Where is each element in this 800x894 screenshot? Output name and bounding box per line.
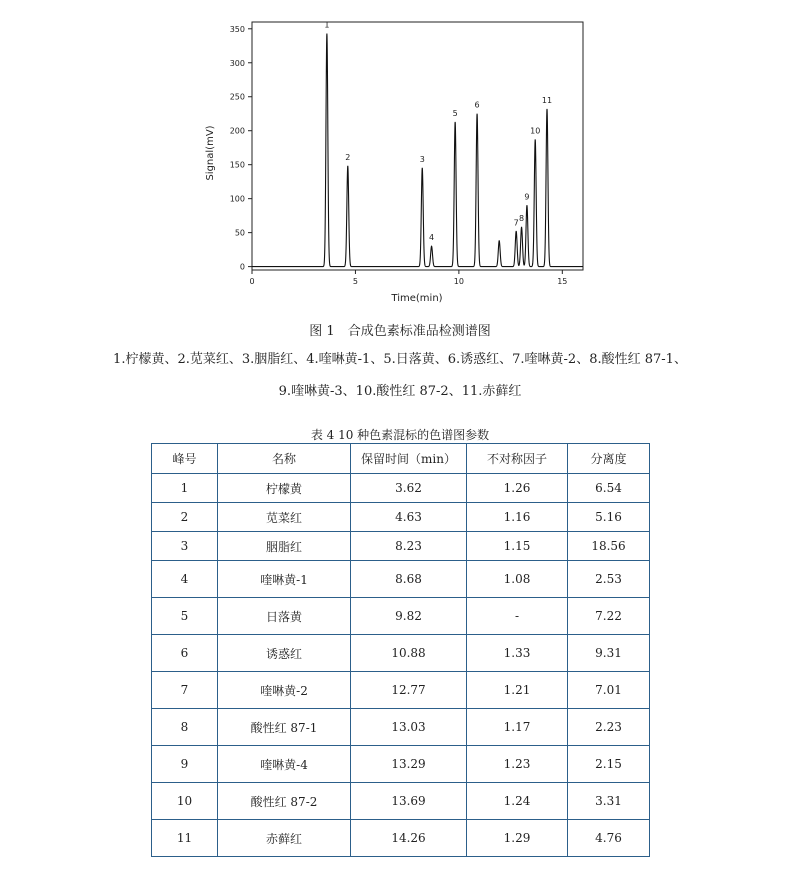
table-cell: 喹啉黄-1 bbox=[218, 561, 351, 598]
table-cell: 1.24 bbox=[467, 783, 568, 820]
table-cell: 酸性红 87-1 bbox=[218, 709, 351, 746]
table-cell: 1.33 bbox=[467, 635, 568, 672]
peak-labels bbox=[324, 21, 552, 243]
table-cell: 5 bbox=[152, 598, 218, 635]
table-cell: 4.63 bbox=[351, 503, 467, 532]
table-cell: 1.23 bbox=[467, 746, 568, 783]
table-cell: 7.01 bbox=[568, 672, 650, 709]
table-cell: 苋菜红 bbox=[218, 503, 351, 532]
table-cell: 3 bbox=[152, 532, 218, 561]
peak-label: 1 bbox=[324, 20, 330, 30]
header-name: 名称 bbox=[218, 444, 351, 474]
table-cell: 4 bbox=[152, 561, 218, 598]
table-cell: 9 bbox=[152, 746, 218, 783]
table-cell: 6.54 bbox=[568, 474, 650, 503]
peak-label: 4 bbox=[429, 233, 435, 243]
table-row bbox=[152, 503, 650, 532]
signal-trace bbox=[252, 34, 583, 267]
header-asymmetry: 不对称因子 bbox=[467, 444, 568, 474]
peak-label: 2 bbox=[345, 153, 351, 163]
y-tick-label: 0 bbox=[239, 262, 245, 272]
y-axis-label: Signal(mV) bbox=[205, 125, 216, 181]
table-cell: 2 bbox=[152, 503, 218, 532]
table-cell: 柠檬黄 bbox=[218, 474, 351, 503]
table-cell: 9.82 bbox=[351, 598, 467, 635]
table-cell: 12.77 bbox=[351, 672, 467, 709]
y-tick-label: 150 bbox=[229, 160, 245, 170]
table-cell: 9.31 bbox=[568, 635, 650, 672]
table-row bbox=[152, 820, 650, 857]
y-tick-label: 350 bbox=[229, 24, 245, 34]
y-tick-label: 200 bbox=[229, 126, 245, 136]
chromatogram-parameters-table bbox=[151, 443, 650, 857]
header-peak-no: 峰号 bbox=[152, 444, 218, 474]
table-caption: 表 4 10 种色素混标的色谱图参数 bbox=[310, 428, 490, 442]
peak-legend-line-1: 1.柠檬黄、2.苋菜红、3.胭脂红、4.喹啉黄-1、5.日落黄、6.诱惑红、7.喹啉黄-2、8.酸性红 87-1、 bbox=[113, 352, 687, 367]
table-cell: 2.15 bbox=[568, 746, 650, 783]
table-cell: 2.23 bbox=[568, 709, 650, 746]
table-row bbox=[152, 783, 650, 820]
table-row bbox=[152, 532, 650, 561]
y-tick-label: 250 bbox=[229, 92, 245, 102]
peak-legend-line-2: 9.喹啉黄-3、10.酸性红 87-2、11.赤藓红 bbox=[278, 384, 522, 399]
peak-label: 6 bbox=[474, 100, 480, 110]
table-row bbox=[152, 598, 650, 635]
table-row bbox=[152, 635, 650, 672]
header-resolution: 分离度 bbox=[568, 444, 650, 474]
table-cell: 4.76 bbox=[568, 820, 650, 857]
table-row bbox=[152, 474, 650, 503]
table-body bbox=[152, 474, 650, 857]
table-cell: 8 bbox=[152, 709, 218, 746]
table-cell: 11 bbox=[152, 820, 218, 857]
peak-label: 5 bbox=[452, 108, 458, 118]
x-tick-label: 15 bbox=[557, 277, 568, 286]
table-cell: 1.26 bbox=[467, 474, 568, 503]
table-cell: 10.88 bbox=[351, 635, 467, 672]
table-header-row bbox=[152, 444, 650, 474]
x-tick-label: 0 bbox=[249, 277, 255, 286]
table-cell: 日落黄 bbox=[218, 598, 351, 635]
table-cell: 喹啉黄-2 bbox=[218, 672, 351, 709]
table-cell: 3.62 bbox=[351, 474, 467, 503]
header-retention-time: 保留时间（min） bbox=[351, 444, 467, 474]
table-cell: 8.23 bbox=[351, 532, 467, 561]
x-tick-label: 10 bbox=[453, 277, 464, 286]
table-row bbox=[152, 561, 650, 598]
table-cell: 13.69 bbox=[351, 783, 467, 820]
peak-label: 7 bbox=[513, 218, 519, 228]
table-cell: - bbox=[467, 598, 568, 635]
table-cell: 8.68 bbox=[351, 561, 467, 598]
table-cell: 酸性红 87-2 bbox=[218, 783, 351, 820]
x-tick-label: 5 bbox=[352, 277, 358, 286]
table-cell: 1.29 bbox=[467, 820, 568, 857]
table-cell: 喹啉黄-4 bbox=[218, 746, 351, 783]
table-cell: 7 bbox=[152, 672, 218, 709]
y-tick-label: 100 bbox=[229, 194, 245, 204]
x-axis-label: Time(min) bbox=[391, 293, 443, 304]
table-cell: 2.53 bbox=[568, 561, 650, 598]
table-cell: 1.08 bbox=[467, 561, 568, 598]
table-row bbox=[152, 672, 650, 709]
figure-caption: 图 1 合成色素标准品检测谱图 bbox=[309, 324, 491, 339]
table-cell: 1 bbox=[152, 474, 218, 503]
table-row bbox=[152, 709, 650, 746]
table-cell: 6 bbox=[152, 635, 218, 672]
table-cell: 1.17 bbox=[467, 709, 568, 746]
table-cell: 5.16 bbox=[568, 503, 650, 532]
table-cell: 3.31 bbox=[568, 783, 650, 820]
y-tick-label: 50 bbox=[234, 228, 245, 238]
table-cell: 13.03 bbox=[351, 709, 467, 746]
peak-label: 8 bbox=[519, 214, 525, 224]
parameters-table-container bbox=[151, 443, 649, 857]
table-cell: 1.15 bbox=[467, 532, 568, 561]
table-cell: 10 bbox=[152, 783, 218, 820]
chromatogram-chart bbox=[0, 0, 800, 310]
table-cell: 1.21 bbox=[467, 672, 568, 709]
table-cell: 7.22 bbox=[568, 598, 650, 635]
table-cell: 诱惑红 bbox=[218, 635, 351, 672]
peak-label: 3 bbox=[419, 155, 425, 165]
table-cell: 18.56 bbox=[568, 532, 650, 561]
table-cell: 14.26 bbox=[351, 820, 467, 857]
peak-label: 11 bbox=[541, 95, 553, 105]
table-cell: 1.16 bbox=[467, 503, 568, 532]
peak-label: 9 bbox=[524, 192, 530, 202]
peak-label: 10 bbox=[530, 126, 541, 136]
chart-axes bbox=[230, 22, 583, 286]
table-cell: 13.29 bbox=[351, 746, 467, 783]
y-tick-label: 300 bbox=[229, 58, 245, 68]
table-row bbox=[152, 746, 650, 783]
table-cell: 赤藓红 bbox=[218, 820, 351, 857]
table-cell: 胭脂红 bbox=[218, 532, 351, 561]
